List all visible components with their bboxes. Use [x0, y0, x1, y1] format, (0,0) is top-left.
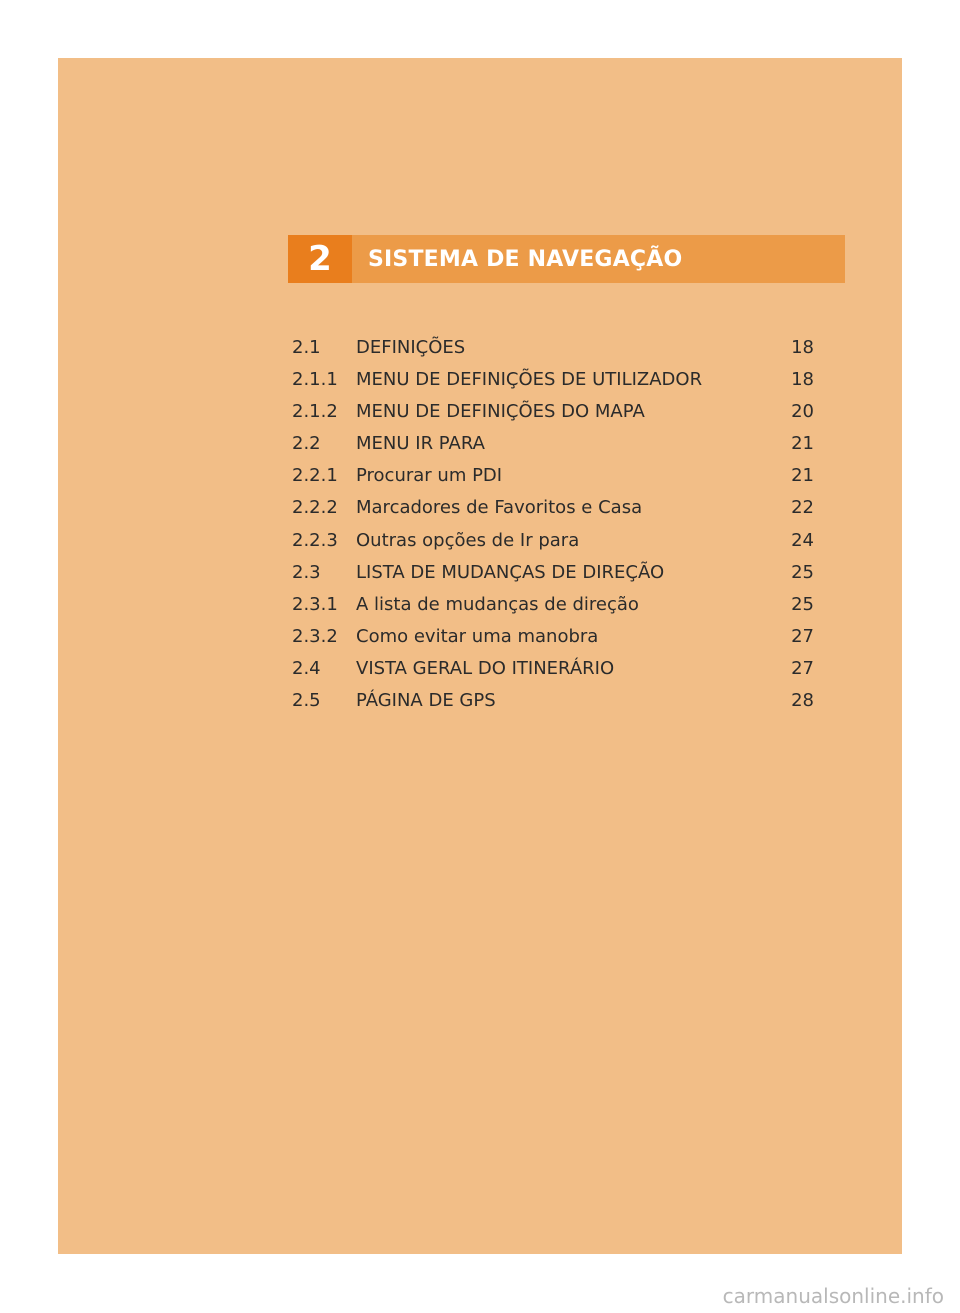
toc-entry: [292, 332, 816, 364]
toc-entry-title: PÁGINA DE GPS: [356, 690, 496, 712]
toc-entry-title: VISTA GERAL DO ITINERÁRIO: [356, 657, 615, 679]
watermark: carmanualsonline.info: [722, 1284, 944, 1308]
toc-entry-title: Procurar um PDI: [356, 465, 503, 487]
toc-entry: [292, 621, 816, 653]
toc-entry: [292, 364, 816, 396]
toc-entry-number: 2.2.3: [292, 529, 338, 551]
toc-entry-number: 2.3: [292, 561, 321, 583]
toc-entry-page: 18: [791, 337, 814, 358]
toc-entry-title: Outras opções de Ir para: [356, 529, 580, 551]
toc-entry: [292, 685, 816, 717]
toc-entry-number: 2.1: [292, 337, 321, 358]
toc-entry-title: LISTA DE MUDANÇAS DE DIREÇÃO: [356, 561, 665, 583]
toc-entry-title: Como evitar uma manobra: [356, 625, 599, 647]
toc-entry-page: 28: [791, 690, 814, 712]
toc-entry-title: DEFINIÇÕES: [356, 337, 466, 358]
toc-entry-page: 18: [791, 369, 814, 391]
toc-entry-number: 2.5: [292, 690, 321, 712]
toc-entry-title: MENU DE DEFINIÇÕES DO MAPA: [356, 401, 645, 423]
toc-entry-page: 27: [791, 657, 814, 679]
toc-entry-number: 2.4: [292, 657, 321, 679]
toc-entry: [292, 557, 816, 589]
toc-entry-page: 27: [791, 625, 814, 647]
toc-entry: [292, 460, 816, 492]
toc-entry-number: 2.2.2: [292, 497, 338, 519]
table-of-contents: [292, 332, 816, 717]
toc-entry-number: 2.1.2: [292, 401, 338, 423]
toc-entry-title: A lista de mudanças de direção: [356, 593, 639, 615]
toc-entry-number: 2.1.1: [292, 369, 338, 391]
toc-entry-title: MENU DE DEFINIÇÕES DE UTILIZADOR: [356, 369, 703, 391]
toc-entry-page: 25: [791, 593, 814, 615]
toc-entry-title: Marcadores de Favoritos e Casa: [356, 497, 643, 519]
toc-entry-number: 2.2.1: [292, 465, 338, 487]
toc-entry: [292, 653, 816, 685]
toc-entry-page: 22: [791, 497, 814, 519]
chapter-title: SISTEMA DE NAVEGAÇÃO: [368, 246, 683, 272]
toc-entry-number: 2.3.1: [292, 593, 338, 615]
toc-entry-page: 25: [791, 561, 814, 583]
chapter-number: 2: [288, 235, 352, 283]
toc-entry: [292, 492, 816, 524]
toc-entry-number: 2.2: [292, 433, 321, 455]
toc-entry: [292, 396, 816, 428]
toc-entry: [292, 525, 816, 557]
toc-entry-page: 21: [791, 465, 814, 487]
toc-entry: [292, 589, 816, 621]
toc-entry-title: MENU IR PARA: [356, 433, 485, 455]
toc-entry: [292, 428, 816, 460]
toc-entry-page: 21: [791, 433, 814, 455]
toc-entry-page: 20: [791, 401, 814, 423]
toc-entry-number: 2.3.2: [292, 625, 338, 647]
toc-entry-page: 24: [791, 529, 814, 551]
chapter-header: [288, 235, 845, 283]
